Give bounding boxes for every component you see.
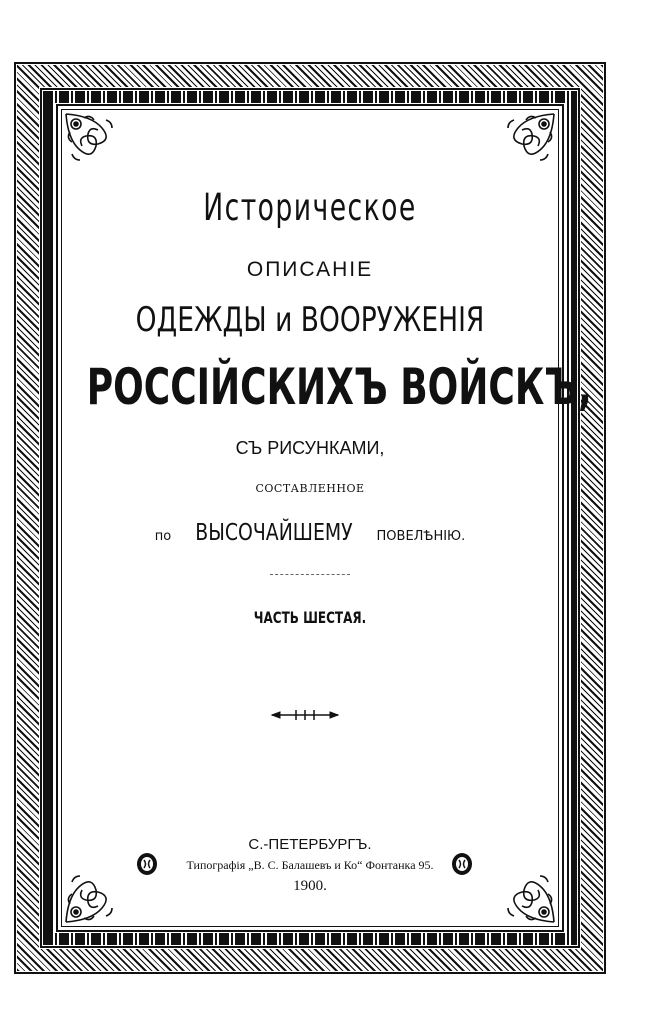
printer-seal-icon [451,852,473,876]
frame-inner-rule-3 [61,109,592,927]
floral-corner-ornament-icon [62,110,124,172]
subtitle-with-drawings: СЪ РИСУНКАМИ, [235,438,385,458]
imprint-year: 1900. [293,878,327,894]
imperial-order-main: ВЫСОЧАЙШЕМУ [195,520,353,546]
imprint-printer: Типографія „В. С. Балашевъ и Ко“ Фонтанка 95. [186,858,434,872]
floral-corner-ornament-icon [496,864,558,926]
floral-corner-ornament-icon [496,110,558,172]
imperial-order-suffix: ПОВЕЛѢНІЮ. [376,529,466,544]
title-line-historical: Историческое [203,186,417,229]
floral-corner-ornament-icon [62,864,124,926]
short-divider [270,574,350,575]
part-number: ЧАСТЬ ШЕСТАЯ. [253,608,367,627]
imperial-order-prefix: по [154,529,172,544]
subtitle-compiled: СОСТАВЛЕННОЕ [255,482,365,495]
title-line-description: ОПИСАНІЕ [246,258,374,281]
imprint-city: С.-ПЕТЕРБУРГЪ. [248,836,372,853]
ornamental-divider-icon [270,706,340,718]
title-line-clothing-arms: ОДЕЖДЫ и ВООРУЖЕНІЯ [135,300,485,340]
subtitle-imperial-order [0,520,620,546]
title-line-russian-troops: РОССІЙСКИХЪ ВОЙСКЪ, [86,358,592,416]
